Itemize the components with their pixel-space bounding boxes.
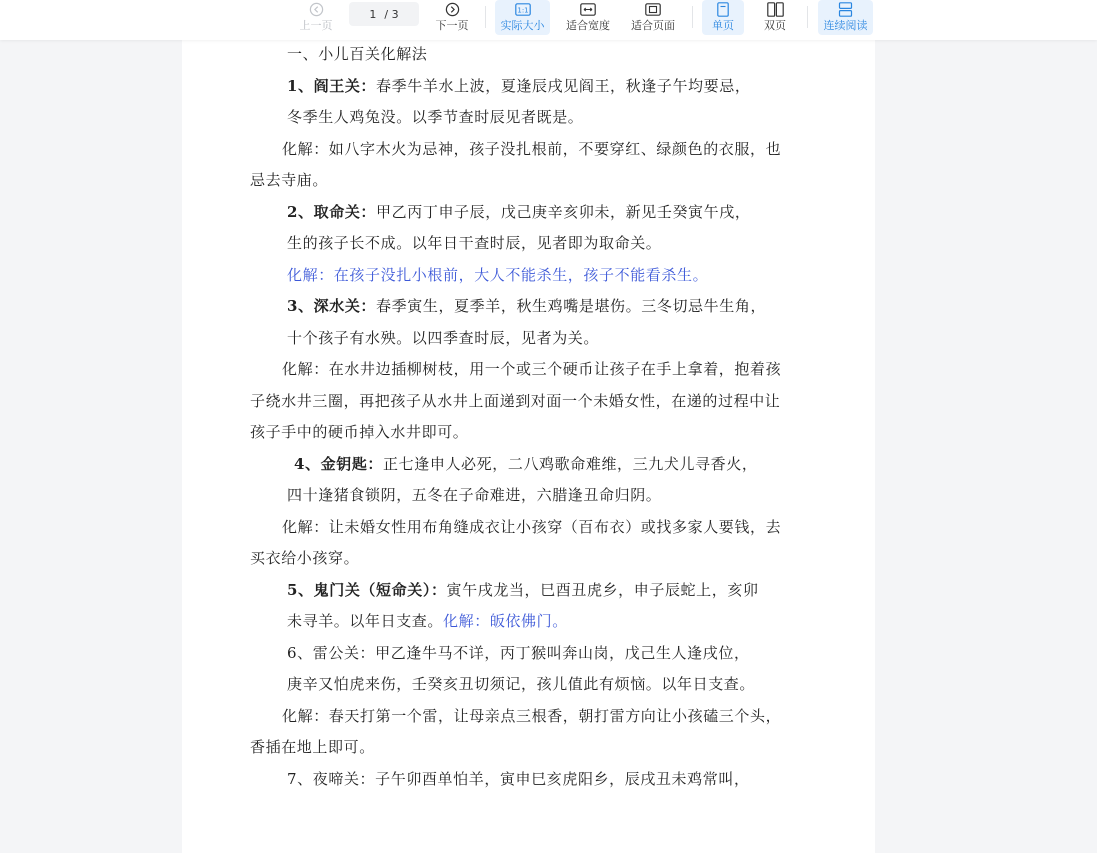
- toolbar-divider: [692, 6, 693, 28]
- verse-line: [287, 202, 750, 222]
- verse-line: [287, 580, 759, 600]
- section-title: 2、取命关：: [287, 203, 377, 221]
- verse-text: 春季寅生，夏季羊，秋生鸡嘴是堪伤。三冬切忌牛生角，: [376, 297, 767, 315]
- verse-line: [287, 76, 750, 96]
- next-page-button[interactable]: [432, 0, 472, 35]
- verse-text: 甲乙丙丁申子辰，戊己庚辛亥卯未，新见壬癸寅午戌，: [376, 203, 751, 221]
- section-title: 4、金钥匙：: [294, 455, 384, 473]
- section-heading: 一、小儿百关化解法: [287, 45, 428, 63]
- verse-line: [287, 296, 766, 316]
- remedy-line: 化解：如八字木火为忌神，孩子没扎根前，不要穿红、绿颜色的衣服，也: [282, 140, 782, 158]
- chevron-left-circle-icon: [309, 0, 324, 18]
- section-title: 7、夜啼关：: [287, 770, 376, 788]
- verse-text: 未寻羊。以年日支查。: [287, 612, 444, 630]
- remedy-inline-highlighted: 化解：皈依佛门。: [443, 612, 568, 630]
- chevron-right-circle-icon: [445, 0, 460, 18]
- verse-text: 寅午戌龙当，巳酉丑虎乡，申子辰蛇上，亥卯: [446, 581, 759, 599]
- remedy-line: 买衣给小孩穿。: [250, 549, 360, 567]
- continuous-read-button[interactable]: [818, 0, 873, 35]
- remedy-line: 子绕水井三圈，再把孩子从水井上面递到对面一个未婚女性，在递的过程中让: [250, 392, 781, 410]
- remedy-line-highlighted: 化解：在孩子没扎小根前，大人不能杀生，孩子不能看杀生。: [287, 266, 709, 284]
- page-number-input[interactable]: [349, 2, 419, 26]
- section-title: 5、鬼门关（短命关）：: [287, 581, 447, 599]
- actual-size-button[interactable]: [495, 0, 550, 35]
- remedy-line: 孩子手中的硬币掉入水井即可。: [250, 423, 469, 441]
- total-pages: / 3: [384, 7, 399, 21]
- verse-line: [294, 454, 757, 474]
- prev-page-label: 上一页: [299, 19, 333, 32]
- verse-text: 子午卯酉单怕羊，寅申巳亥虎阳乡，辰戌丑未鸡常叫，: [375, 770, 750, 788]
- section-title: 3、深水关：: [287, 297, 377, 315]
- actual-size-label: 实际大小: [500, 19, 545, 32]
- verse-text: 甲乙逢牛马不详，丙丁猴叫奔山岗，戊己生人逢戌位，: [375, 644, 750, 662]
- fit-page-label: 适合页面: [631, 19, 675, 32]
- prev-page-button[interactable]: [297, 0, 335, 35]
- viewer-toolbar: [0, 0, 1097, 40]
- remedy-line: 化解：春天打第一个雷，让母亲点三根香，朝打雷方向让小孩磕三个头，: [282, 707, 782, 725]
- remedy-line: 化解：让未婚女性用布角缝成衣让小孩穿（百布衣）或找多家人要钱，去: [282, 518, 782, 536]
- verse-text: 正七逢申人必死，二八鸡歌命难维，三九犬儿寻香火，: [383, 455, 758, 473]
- document-page: [182, 40, 875, 853]
- fit-page-button[interactable]: [627, 0, 679, 35]
- fit-width-button[interactable]: [562, 0, 614, 35]
- remedy-line: 化解：在水井边插柳树枝，用一个或三个硬币让孩子在手上拿着，抱着孩: [282, 360, 782, 378]
- verse-line: 十个孩子有水殃。以四季查时辰，见者为关。: [287, 329, 600, 347]
- section-title: 1、阎王关：: [287, 77, 377, 95]
- toolbar-divider: [485, 6, 486, 28]
- verse-line: 庚辛又怕虎来伤，壬癸亥丑切须记，孩儿值此有烦恼。以年日支查。: [287, 675, 756, 693]
- double-page-label: 双页: [764, 19, 786, 32]
- continuous-read-icon: [838, 0, 853, 18]
- fit-page-icon: [645, 0, 661, 18]
- section-title: 6、雷公关：: [287, 644, 376, 662]
- verse-line: 冬季生人鸡兔没。以季节查时辰见者既是。: [287, 108, 584, 126]
- single-page-icon: [717, 0, 729, 18]
- continuous-read-label: 连续阅读: [823, 19, 868, 32]
- verse-line: [287, 643, 750, 663]
- verse-line: [287, 611, 568, 631]
- verse-text: 春季牛羊水上波，夏逢辰戌见阎王，秋逢子午均要忌，: [376, 77, 751, 95]
- fit-width-label: 适合宽度: [566, 19, 610, 32]
- single-page-label: 单页: [712, 19, 734, 32]
- next-page-label: 下一页: [435, 19, 469, 32]
- remedy-line: 香插在地上即可。: [250, 738, 375, 756]
- current-page[interactable]: 1: [369, 7, 377, 21]
- double-page-icon: [767, 0, 784, 18]
- svg-text:1:1: 1:1: [516, 5, 529, 14]
- verse-line: 四十逢猪食锁阴，五冬在子命难进，六腊逢丑命归阴。: [287, 486, 662, 504]
- verse-line: 生的孩子长不成。以年日干查时辰，见者即为取命关。: [287, 234, 662, 252]
- verse-line: [287, 769, 750, 789]
- single-page-button[interactable]: [702, 0, 744, 35]
- remedy-line: 忌去寺庙。: [250, 171, 329, 189]
- fit-width-icon: [580, 0, 596, 18]
- actual-size-icon: [515, 0, 531, 18]
- toolbar-divider: [807, 6, 808, 28]
- double-page-button[interactable]: [754, 0, 796, 35]
